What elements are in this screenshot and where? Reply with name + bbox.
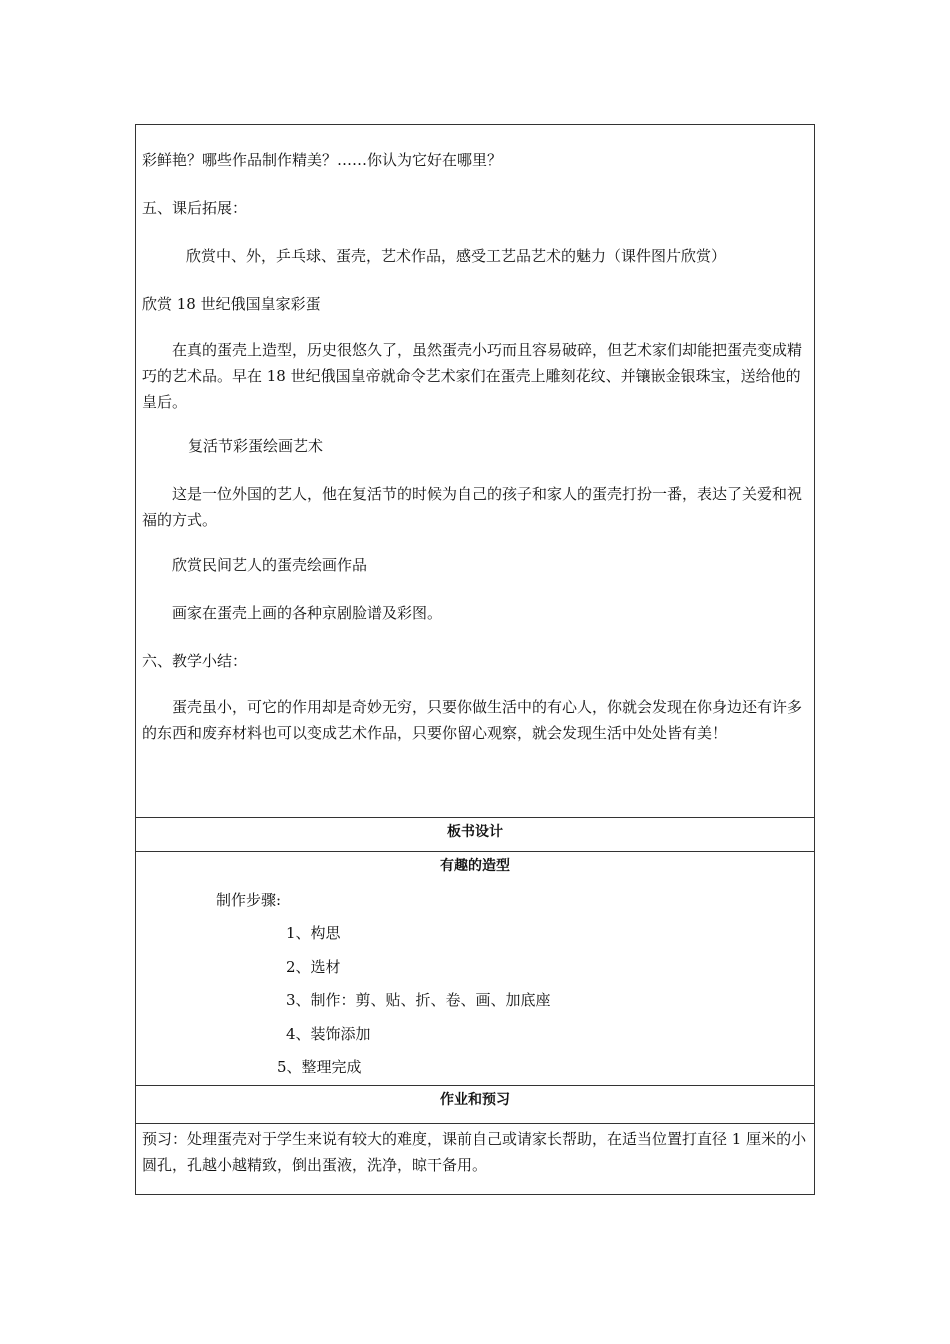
section-5-title: 五、课后拓展： xyxy=(142,199,248,217)
homework-header: 作业和预习 xyxy=(440,1092,510,1108)
step-item: 2、选材 xyxy=(286,958,341,976)
continued-line: 彩鲜艳？哪些作品制作精美？……你认为它好在哪里？ xyxy=(142,151,503,169)
paragraph-summary: 蛋壳虽小，可它的作用却是奇妙无穷，只要你做生活中的有心人，你就会发现在你身边还有许多的东西和废弃材料也可以变成艺术作品，只要你留心观察，就会发现生活中处处皆有美！ xyxy=(142,698,803,742)
row-divider xyxy=(136,817,814,818)
step-item: 5、整理完成 xyxy=(277,1058,362,1076)
step-item: 3、制作：剪、贴、折、卷、画、加底座 xyxy=(286,991,551,1009)
step-item: 4、装饰添加 xyxy=(286,1025,371,1043)
painter-line: 画家在蛋壳上画的各种京剧脸谱及彩图。 xyxy=(172,604,443,622)
board-design-header: 板书设计 xyxy=(447,824,503,840)
appreciate-russian-eggs: 欣赏 18 世纪俄国皇家彩蛋 xyxy=(142,295,321,313)
paragraph-foreign-artist: 这是一位外国的艺人，他在复活节的时候为自己的孩子和家人的蛋壳打扮一番，表达了关爱和祝福的方式。 xyxy=(142,485,803,529)
lesson-plan-table xyxy=(135,124,815,1195)
board-title: 有趣的造型 xyxy=(440,858,510,874)
step-item: 1、构思 xyxy=(286,924,341,942)
steps-label: 制作步骤: xyxy=(216,891,282,909)
row-divider xyxy=(136,1085,814,1086)
folk-artist-line: 欣赏民间艺人的蛋壳绘画作品 xyxy=(172,556,368,574)
paragraph-eggshell-history: 在真的蛋壳上造型，历史很悠久了，虽然蛋壳小巧而且容易破碎，但艺术家们却能把蛋壳变成精巧的艺术品。早在 18 世纪俄国皇帝就命令艺术家们在蛋壳上雕刻花纹、并镶嵌金银珠宝，送给他的皇后。 xyxy=(142,341,803,411)
row-divider xyxy=(136,851,814,852)
appreciate-intro: 欣赏中、外，乒乓球、蛋壳，艺术作品，感受工艺品艺术的魅力（课件图片欣赏） xyxy=(186,247,727,265)
easter-egg-title: 复活节彩蛋绘画艺术 xyxy=(188,437,324,455)
homework-text: 预习：处理蛋壳对于学生来说有较大的难度，课前自己或请家长帮助，在适当位置打直径 1 厘米的小圆孔，孔越小越精致，倒出蛋液，洗净，晾干备用。 xyxy=(142,1130,807,1174)
row-divider xyxy=(136,1123,814,1124)
section-6-title: 六、教学小结： xyxy=(142,652,248,670)
